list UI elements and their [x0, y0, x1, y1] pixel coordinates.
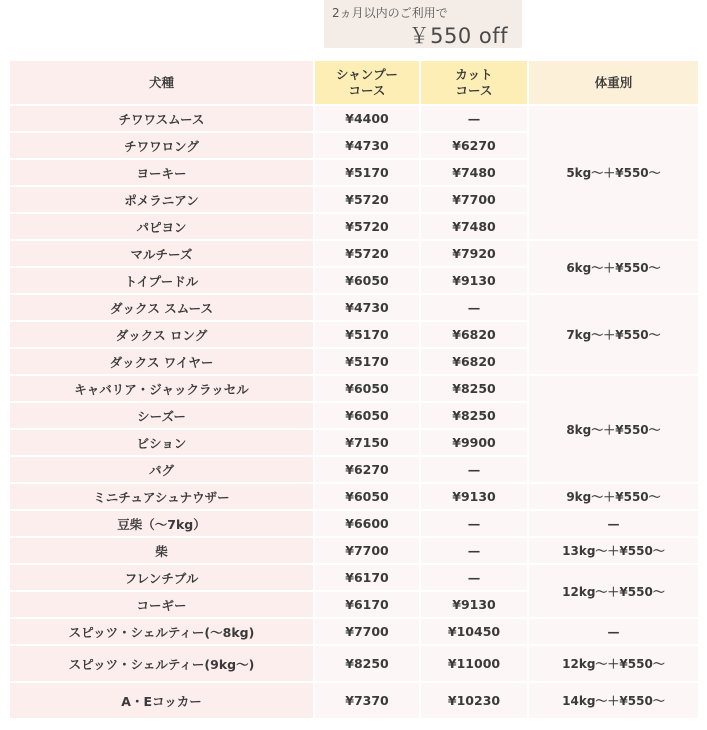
breed-cell: ダックス スムース [10, 295, 315, 320]
table-row [10, 484, 698, 509]
discount-banner [324, 0, 522, 48]
shampoo-price-cell: ¥6170 [315, 592, 421, 617]
cut-price-cell: — [421, 106, 529, 131]
shampoo-price-cell: ¥5170 [315, 322, 421, 347]
cut-price-cell: ¥10450 [421, 619, 529, 644]
header-weight: 体重別 [529, 61, 698, 104]
breed-cell: フレンチブル [10, 565, 315, 590]
shampoo-price-cell: ¥4730 [315, 133, 421, 158]
shampoo-price-cell: ¥7700 [315, 538, 421, 563]
breed-cell: ミニチュアシュナウザー [10, 484, 315, 509]
cut-price-cell: — [421, 295, 529, 320]
weight-surcharge-cell: 14kg〜＋¥550〜 [529, 683, 698, 718]
discount-condition-text: 2ヵ月以内のご利用で [332, 6, 448, 20]
shampoo-price-cell: ¥7150 [315, 430, 421, 455]
shampoo-price-cell: ¥5720 [315, 214, 421, 239]
cut-price-cell: ¥6270 [421, 133, 529, 158]
weight-surcharge-cell: 12kg〜＋¥550〜 [529, 646, 698, 681]
cut-price-cell: ¥6820 [421, 322, 529, 347]
cut-price-cell: ¥10230 [421, 683, 529, 718]
shampoo-price-cell: ¥6270 [315, 457, 421, 482]
shampoo-price-cell: ¥4730 [315, 295, 421, 320]
breed-cell: チワワロング [10, 133, 315, 158]
shampoo-price-cell: ¥5720 [315, 241, 421, 266]
cut-price-cell: ¥9130 [421, 592, 529, 617]
breed-cell: ポメラニアン [10, 187, 315, 212]
breed-cell: ダックス ワイヤー [10, 349, 315, 374]
shampoo-price-cell: ¥5720 [315, 187, 421, 212]
header-cut-course [421, 61, 529, 104]
cut-price-cell: ¥7920 [421, 241, 529, 266]
cut-price-cell: — [421, 457, 529, 482]
weight-surcharge-cell: 9kg〜＋¥550〜 [529, 484, 698, 509]
table-row [10, 376, 698, 401]
shampoo-price-cell: ¥6050 [315, 268, 421, 293]
shampoo-price-cell: ¥6170 [315, 565, 421, 590]
header-cut-line1: カット [455, 66, 493, 82]
cut-price-cell: ¥7480 [421, 214, 529, 239]
breed-cell: チワワスムース [10, 106, 315, 131]
cut-price-cell: — [421, 511, 529, 536]
shampoo-price-cell: ¥7370 [315, 683, 421, 718]
shampoo-price-cell: ¥8250 [315, 646, 421, 681]
shampoo-price-cell: ¥6050 [315, 484, 421, 509]
grooming-price-table [10, 59, 698, 720]
cut-price-cell: ¥7480 [421, 160, 529, 185]
header-shampoo-line2: コース [348, 82, 386, 98]
breed-cell: A・Eコッカー [10, 683, 315, 718]
table-row [10, 683, 698, 718]
shampoo-price-cell: ¥6050 [315, 403, 421, 428]
shampoo-price-cell: ¥5170 [315, 349, 421, 374]
shampoo-price-cell: ¥7700 [315, 619, 421, 644]
weight-surcharge-cell: — [529, 511, 698, 536]
header-shampoo-course [315, 61, 421, 104]
weight-surcharge-cell: — [529, 619, 698, 644]
cut-price-cell: ¥9900 [421, 430, 529, 455]
table-row [10, 565, 698, 590]
breed-cell: マルチーズ [10, 241, 315, 266]
shampoo-price-cell: ¥4400 [315, 106, 421, 131]
weight-surcharge-cell: 8kg〜＋¥550〜 [529, 376, 698, 482]
weight-surcharge-cell: 6kg〜＋¥550〜 [529, 241, 698, 293]
breed-cell: 柴 [10, 538, 315, 563]
table-row [10, 511, 698, 536]
cut-price-cell: ¥9130 [421, 484, 529, 509]
breed-cell: スピッツ・シェルティー(9kg〜) [10, 646, 315, 681]
cut-price-cell: ¥6820 [421, 349, 529, 374]
breed-cell: パグ [10, 457, 315, 482]
shampoo-price-cell: ¥5170 [315, 160, 421, 185]
table-row [10, 241, 698, 266]
shampoo-price-cell: ¥6600 [315, 511, 421, 536]
breed-cell: シーズー [10, 403, 315, 428]
header-breed: 犬種 [10, 61, 315, 104]
breed-cell: トイプードル [10, 268, 315, 293]
weight-surcharge-cell: 12kg〜＋¥550〜 [529, 565, 698, 617]
cut-price-cell: — [421, 538, 529, 563]
table-row [10, 295, 698, 320]
breed-cell: キャバリア・ジャックラッセル [10, 376, 315, 401]
header-shampoo-line1: シャンプー [336, 66, 398, 82]
table-row [10, 538, 698, 563]
breed-cell: パピヨン [10, 214, 315, 239]
weight-surcharge-cell: 13kg〜＋¥550〜 [529, 538, 698, 563]
header-cut-line2: コース [455, 82, 493, 98]
breed-cell: スピッツ・シェルティー(〜8kg) [10, 619, 315, 644]
shampoo-price-cell: ¥6050 [315, 376, 421, 401]
cut-price-cell: ¥9130 [421, 268, 529, 293]
breed-cell: コーギー [10, 592, 315, 617]
breed-cell: 豆柴（〜7kg） [10, 511, 315, 536]
cut-price-cell: ¥8250 [421, 403, 529, 428]
table-header-row [10, 61, 698, 104]
breed-cell: ビション [10, 430, 315, 455]
cut-price-cell: — [421, 565, 529, 590]
table-row [10, 646, 698, 681]
breed-cell: ヨーキー [10, 160, 315, 185]
table-row [10, 106, 698, 131]
breed-cell: ダックス ロング [10, 322, 315, 347]
cut-price-cell: ¥8250 [421, 376, 529, 401]
table-row [10, 619, 698, 644]
cut-price-cell: ¥7700 [421, 187, 529, 212]
weight-surcharge-cell: 7kg〜＋¥550〜 [529, 295, 698, 374]
discount-amount-text: ￥550 off [408, 24, 508, 48]
weight-surcharge-cell: 5kg〜＋¥550〜 [529, 106, 698, 239]
cut-price-cell: ¥11000 [421, 646, 529, 681]
